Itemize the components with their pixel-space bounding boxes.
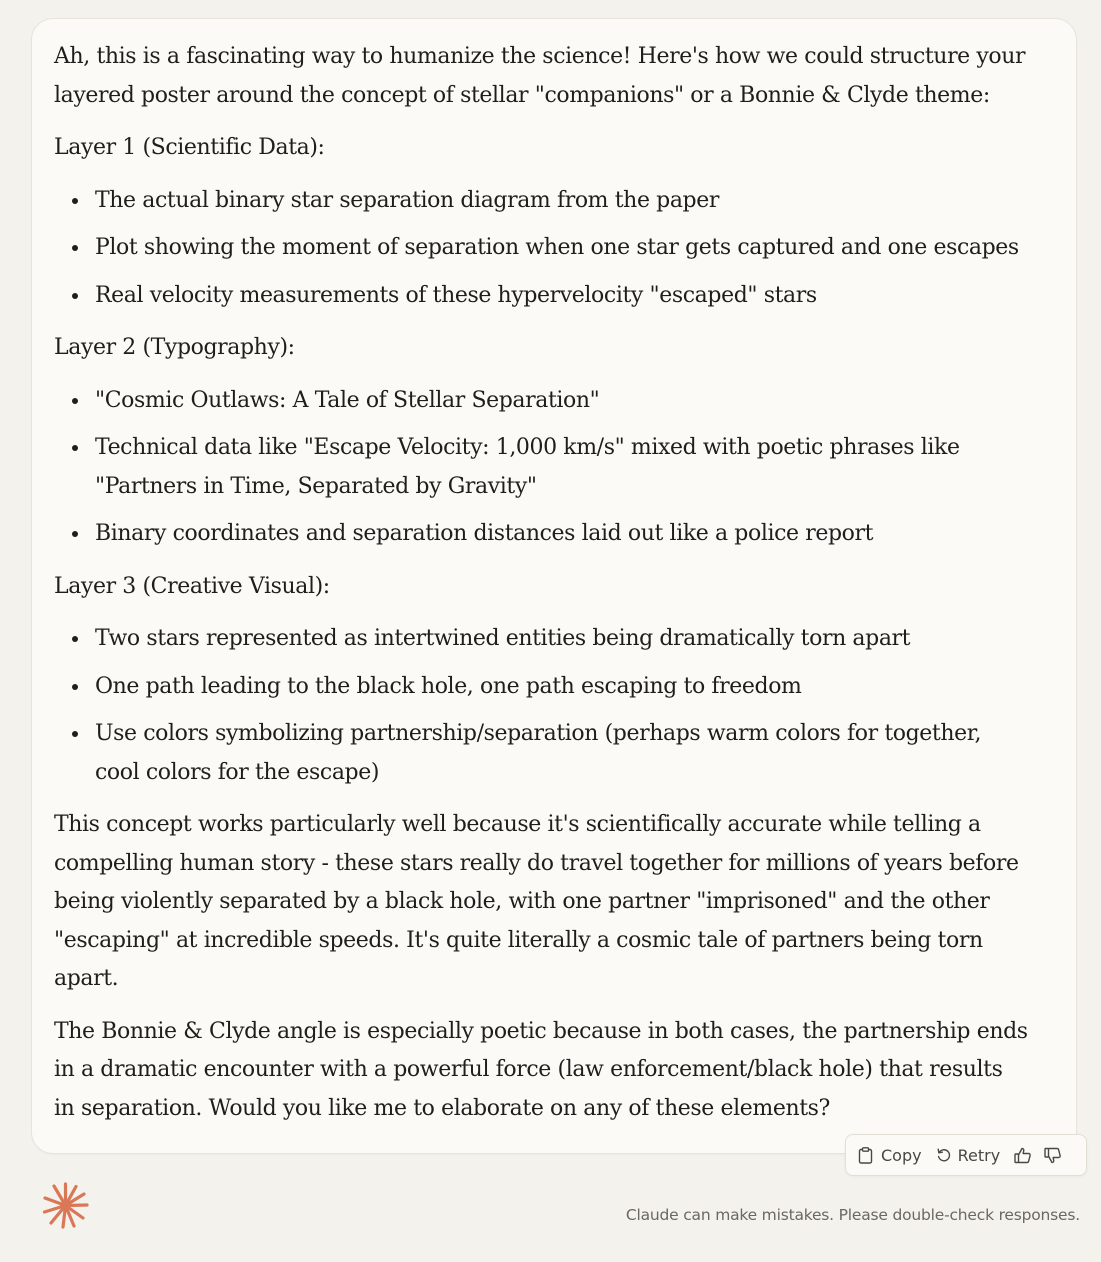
layer-1-list <box>54 182 1029 316</box>
disclaimer-text: Claude can make mistakes. Please double-check responses. <box>625 1206 1080 1224</box>
claude-logo-icon <box>42 1182 89 1229</box>
thumbs-up-button[interactable] <box>1014 1147 1032 1164</box>
list-item: Two stars represented as intertwined entities being dramatically torn apart <box>95 620 1029 659</box>
thumbs-up-icon <box>1014 1147 1032 1164</box>
message-body <box>54 38 1029 1142</box>
layer-2-list <box>54 382 1029 554</box>
closing-paragraph: The Bonnie & Clyde angle is especially poetic because in both cases, the partnership ends in a dramatic encounter with a powerful force (law enforcement/black hole) that results in separation. Would you like me to elaborate on any of these elements? <box>54 1018 1028 1121</box>
assistant-message <box>31 18 1077 1154</box>
layer-1-heading: Layer 1 (Scientific Data): <box>54 135 325 160</box>
layer-3-heading: Layer 3 (Creative Visual): <box>54 573 330 599</box>
list-item: Use colors symbolizing partnership/separation (perhaps warm colors for together, cool colors for the escape) <box>95 715 1029 792</box>
list-item: The actual binary star separation diagram from the paper <box>95 182 1029 221</box>
copy-label: Copy <box>881 1145 922 1165</box>
thumbs-down-button[interactable] <box>1044 1147 1062 1164</box>
retry-button[interactable] <box>936 1146 1001 1165</box>
clipboard-icon <box>858 1147 873 1164</box>
list-item: Plot showing the moment of separation when one star gets captured and one escapes <box>95 229 1029 268</box>
copy-button[interactable] <box>858 1146 922 1165</box>
list-item: "Cosmic Outlaws: A Tale of Stellar Separation" <box>95 382 1029 421</box>
list-item: Technical data like "Escape Velocity: 1,000 km/s" mixed with poetic phrases like "Partners in Time, Separated by Gravity" <box>95 429 1029 506</box>
thumbs-down-icon <box>1044 1147 1062 1164</box>
retry-label: Retry <box>957 1145 1001 1165</box>
retry-icon <box>936 1147 952 1163</box>
layer-2-heading: Layer 2 (Typography): <box>54 335 295 360</box>
layer-3-list <box>54 620 1029 792</box>
list-item: One path leading to the black hole, one path escaping to freedom <box>95 668 1029 707</box>
intro-paragraph: Ah, this is a fascinating way to humanize the science! Here's how we could structure your layered poster around the concept of stellar "companions" or a Bonnie & Clyde theme: <box>54 44 1026 108</box>
message-action-bar <box>845 1134 1087 1176</box>
concept-paragraph: This concept works particularly well because it's scientifically accurate while telling a compelling human story - these stars really do travel together for millions of years before being violently separated by a black hole, with one partner "imprisoned" and the other "escaping" at incredible speeds. It's quite literally a cosmic tale of partners being torn apart. <box>54 812 1019 991</box>
list-item: Binary coordinates and separation distances laid out like a police report <box>95 515 1029 554</box>
list-item: Real velocity measurements of these hypervelocity "escaped" stars <box>95 277 1029 316</box>
